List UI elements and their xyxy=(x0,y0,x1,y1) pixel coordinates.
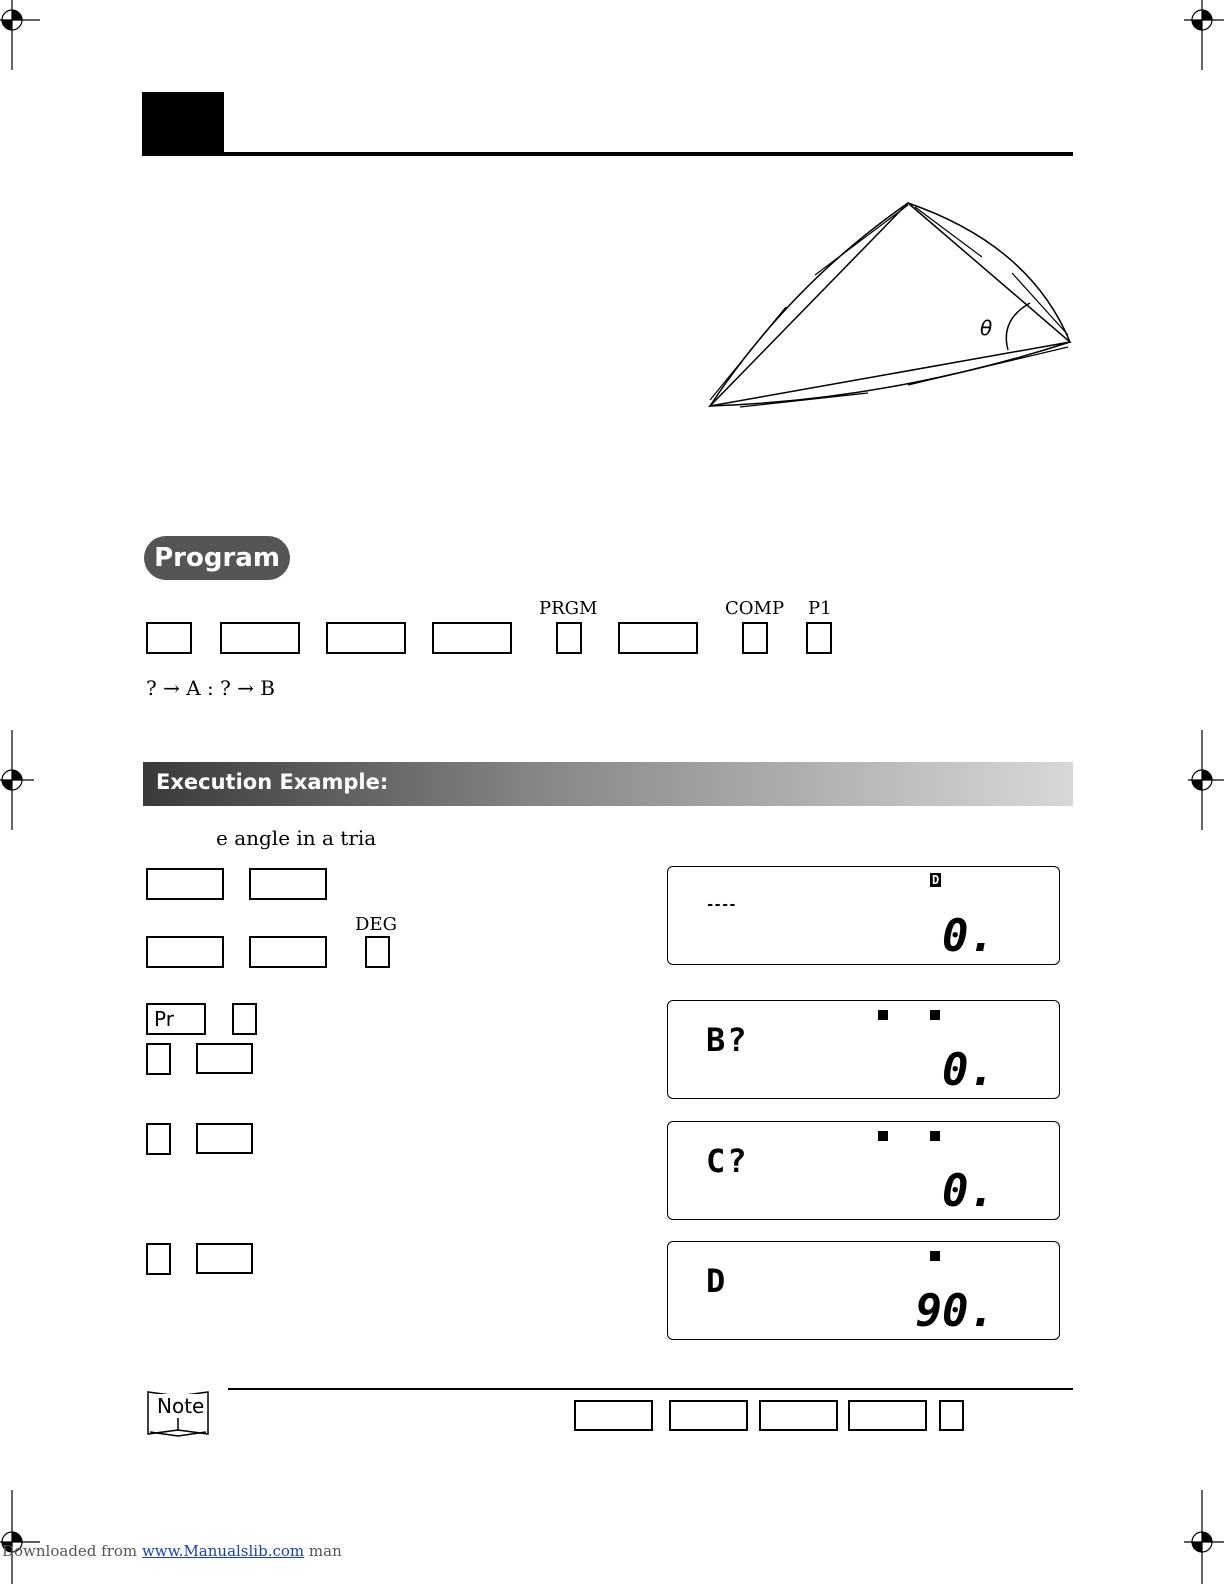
deg-key-label: DEG xyxy=(355,914,397,935)
lcd-3-value: 0. xyxy=(942,1166,995,1217)
execution-description: e angle in a tria xyxy=(216,826,377,850)
manualslib-link[interactable]: www.Manualslib.com xyxy=(141,1542,305,1560)
lcd-4-value: 90. xyxy=(915,1286,995,1337)
program-key-3 xyxy=(326,622,406,654)
chapter-block xyxy=(142,92,224,156)
p1-key xyxy=(806,622,832,654)
lcd-3-indicator-a xyxy=(878,1131,888,1141)
program-code-line: ? → A : ? → B xyxy=(146,676,275,700)
program-badge: Program xyxy=(144,536,290,580)
lcd-2-indicator-b xyxy=(930,1010,940,1020)
lcd-3-indicator-b xyxy=(930,1131,940,1141)
exec-key-9 xyxy=(146,1123,171,1155)
lcd-1-value: 0. xyxy=(942,911,995,962)
lcd-3-prompt: C? xyxy=(706,1142,749,1180)
lcd-2-indicator-a xyxy=(878,1010,888,1020)
exec-key-1 xyxy=(146,868,224,900)
p1-key-label: P1 xyxy=(808,598,832,619)
pr-key-label: Pr xyxy=(154,1007,174,1031)
note-key-1 xyxy=(574,1400,653,1431)
program-key-6 xyxy=(618,622,698,654)
pr-key xyxy=(146,1003,206,1035)
exe-key-3 xyxy=(196,1243,253,1274)
triangle-diagram xyxy=(700,195,1080,420)
execution-banner xyxy=(143,762,1073,806)
execution-banner-text: Execution Example: xyxy=(156,770,389,794)
exec-key-3 xyxy=(146,936,224,968)
exec-key-6 xyxy=(232,1003,257,1035)
program-key-4 xyxy=(432,622,512,654)
angle-theta-label: θ xyxy=(980,316,993,340)
exe-key-1 xyxy=(196,1043,253,1074)
comp-key xyxy=(742,622,768,654)
note-book-icon xyxy=(146,1388,210,1438)
exec-key-2 xyxy=(249,868,327,900)
lcd-display-3 xyxy=(667,1121,1060,1220)
deg-key xyxy=(365,936,390,968)
prgm-key-label: PRGM xyxy=(539,598,598,619)
program-key-2 xyxy=(220,622,300,654)
footer-prefix: Downloaded from xyxy=(2,1542,138,1560)
lcd-display-1 xyxy=(667,866,1060,965)
note-key-4 xyxy=(848,1400,927,1431)
footer-suffix: man xyxy=(308,1542,342,1560)
exe-key-2 xyxy=(196,1123,253,1154)
exec-key-11 xyxy=(146,1243,171,1275)
prgm-key xyxy=(556,622,582,654)
exec-key-4 xyxy=(249,936,327,968)
header-rule xyxy=(142,152,1073,156)
note-key-2 xyxy=(669,1400,748,1431)
lcd-display-2 xyxy=(667,1000,1060,1099)
note-rule xyxy=(228,1388,1073,1390)
note-label: Note xyxy=(157,1394,205,1418)
deg-indicator: D xyxy=(932,873,940,887)
lcd-4-prompt: D xyxy=(706,1262,728,1300)
program-key-1 xyxy=(146,622,192,654)
comp-key-label: COMP xyxy=(725,598,785,619)
exec-key-7 xyxy=(146,1043,171,1075)
note-key-3 xyxy=(759,1400,838,1431)
note-key-5 xyxy=(939,1400,964,1431)
lcd-2-prompt: B? xyxy=(706,1021,749,1059)
lcd-4-indicator xyxy=(930,1251,940,1261)
lcd-2-value: 0. xyxy=(942,1045,995,1096)
lcd-1-line: ---- xyxy=(706,897,736,913)
footer xyxy=(2,1542,342,1560)
lcd-display-4 xyxy=(667,1241,1060,1340)
